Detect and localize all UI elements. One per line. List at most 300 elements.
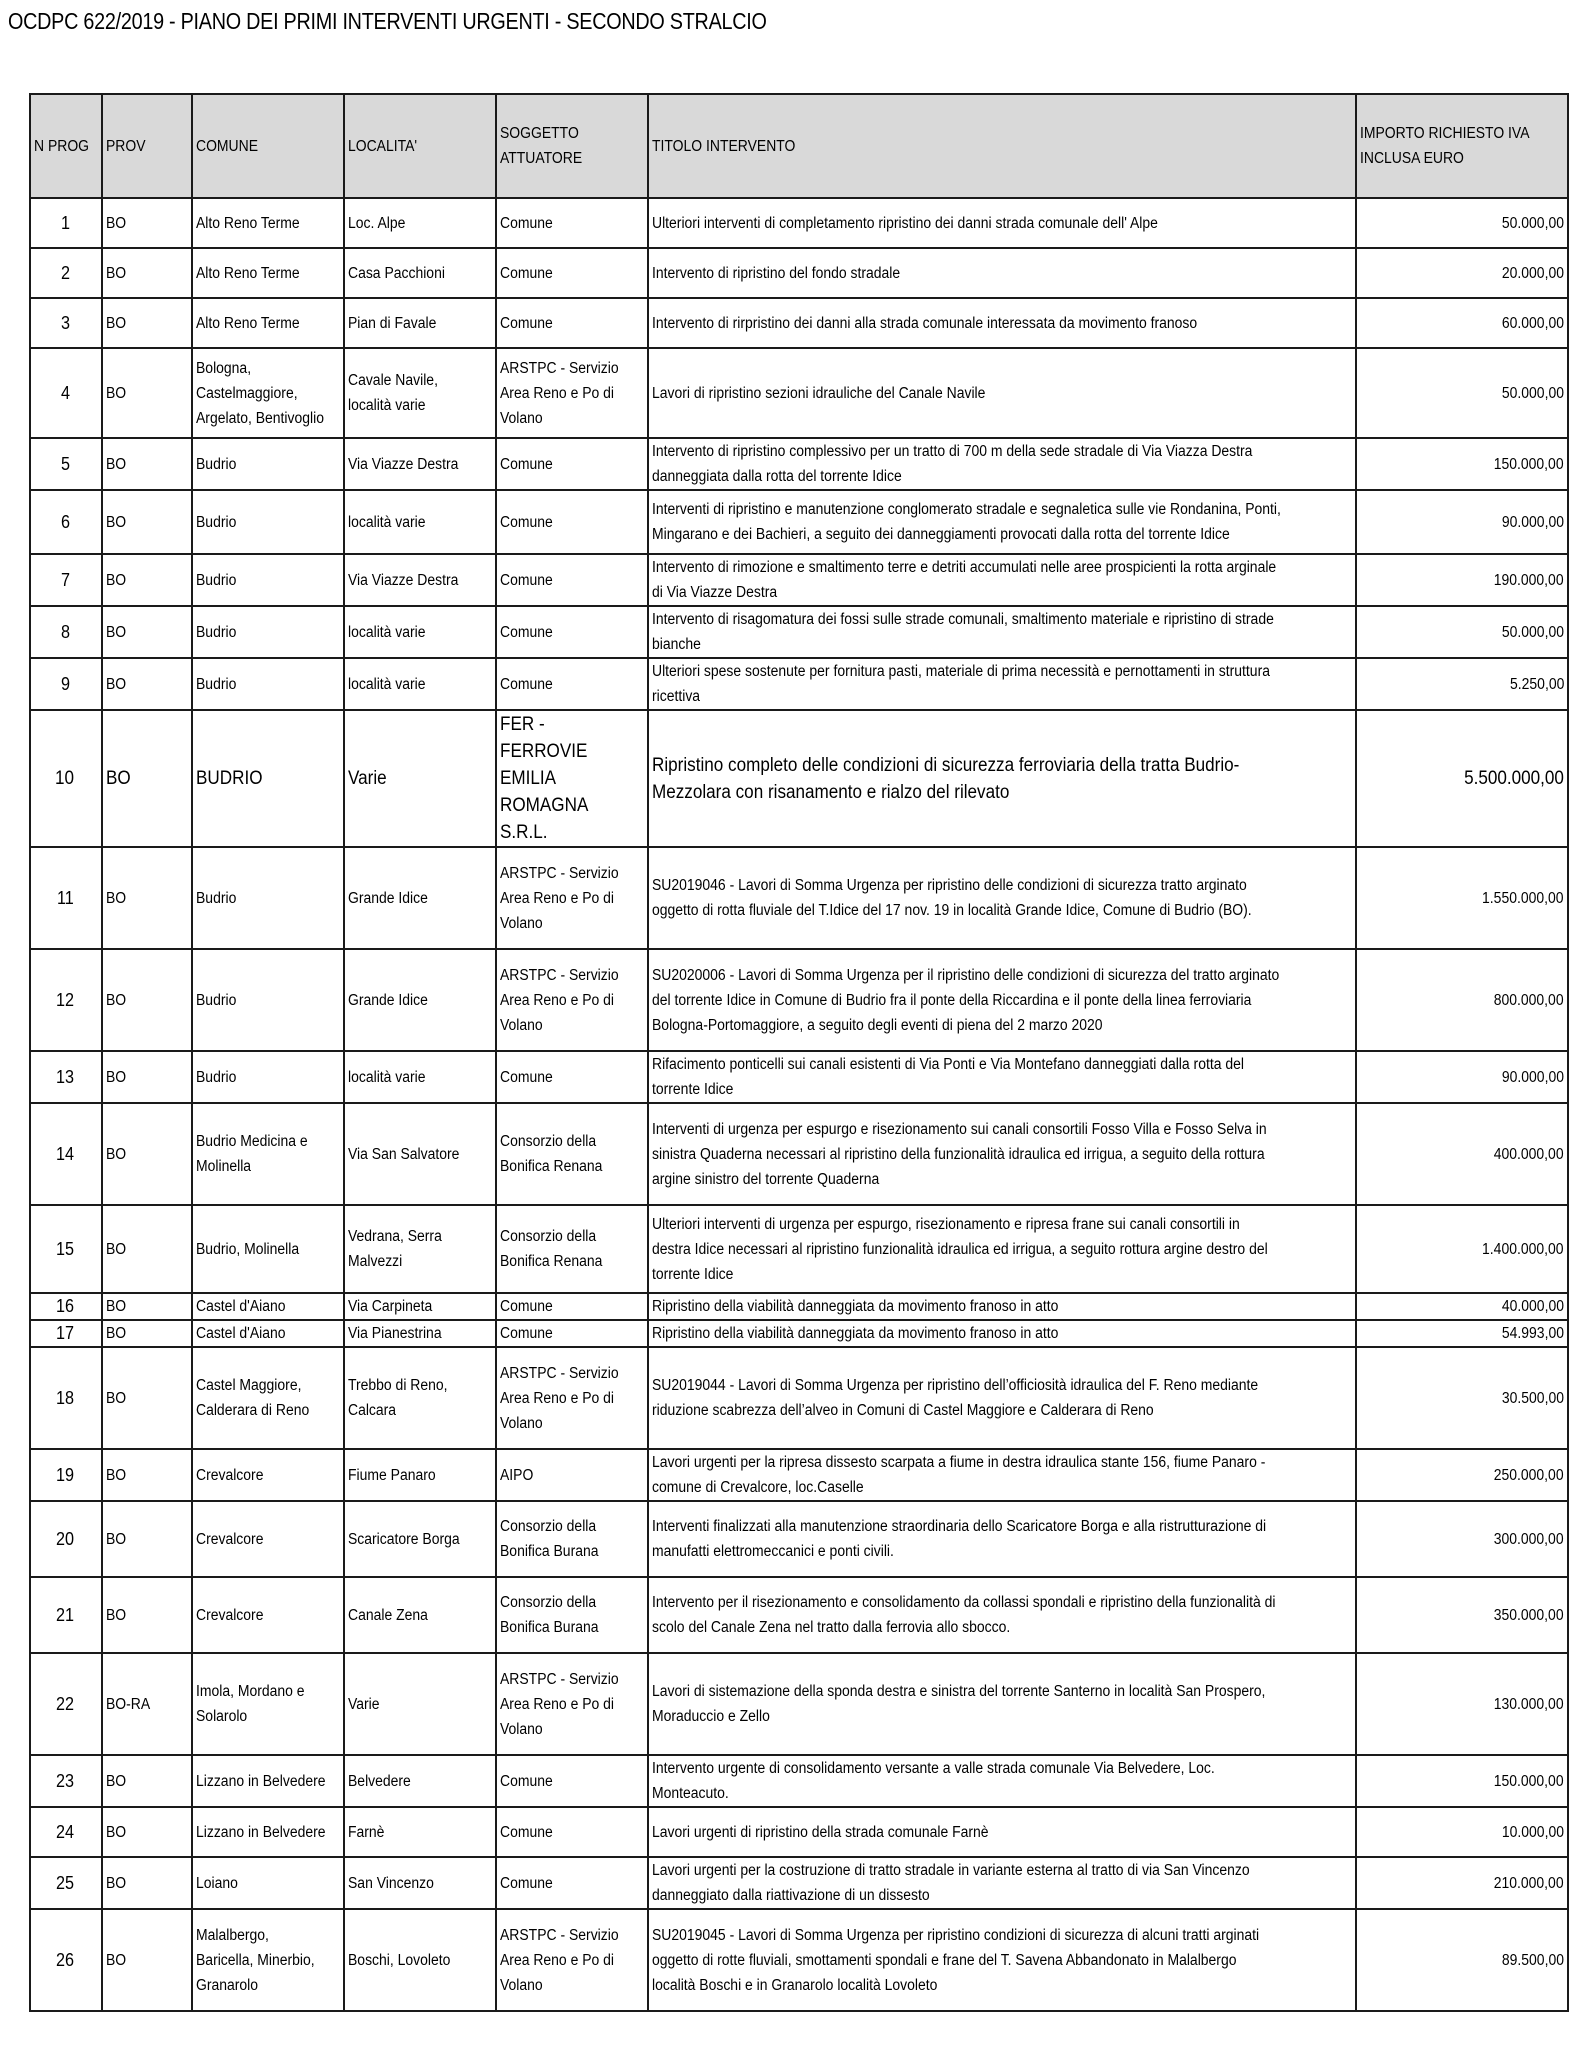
table-row: [30, 1857, 1568, 1909]
cell-importo: [1356, 198, 1568, 248]
table-row: [30, 348, 1568, 438]
cell-soggetto-text: Comune: [500, 1823, 553, 1841]
cell-titolo: [648, 710, 1356, 847]
cell-localita-text: Via Pianestrina: [348, 1325, 442, 1342]
cell-comune: [192, 438, 344, 490]
cell-localita-text: Varie: [348, 1695, 380, 1713]
cell-titolo: [648, 1909, 1356, 2011]
cell-prov: [102, 1653, 192, 1755]
cell-prov: [102, 1807, 192, 1857]
cell-prov: [102, 1103, 192, 1205]
cell-prov: [102, 438, 192, 490]
cell-n-prog-text: 11: [56, 887, 74, 908]
cell-localita-text: Farnè: [348, 1823, 385, 1841]
cell-titolo-text: Interventi di urgenza per espurgo e risezionamento sui canali consortili Fosso Villa e Fosso Selva in sinistra Quaderna necessari al ripristino della funzionalità idraulica ed irrigua, a seguito della rottura argine sinistro del torrente Quaderna: [652, 1120, 1267, 1188]
cell-prov-text: BO-RA: [106, 1695, 151, 1713]
cell-soggetto: [496, 606, 648, 658]
cell-n-prog-text: 15: [55, 1238, 75, 1259]
cell-localita: [344, 348, 496, 438]
cell-localita-text: Belvedere: [348, 1772, 411, 1790]
cell-n-prog: [30, 658, 102, 710]
cell-titolo-text: Ripristino della viabilità danneggiata da movimento franoso in atto: [652, 1298, 1059, 1315]
cell-prov-text: BO: [106, 991, 127, 1009]
cell-importo-text: 40.000,00: [1501, 1298, 1564, 1315]
cell-n-prog-text: 19: [55, 1464, 75, 1485]
cell-prov-text: BO: [106, 1874, 127, 1892]
cell-prov: [102, 658, 192, 710]
cell-importo-text: 90.000,00: [1501, 1068, 1564, 1086]
cell-titolo-text: Lavori di ripristino sezioni idrauliche del Canale Navile: [652, 384, 986, 402]
cell-titolo-text: Lavori urgenti di ripristino della strada comunale Farnè: [652, 1823, 989, 1841]
cell-n-prog-text: 9: [60, 673, 70, 694]
cell-localita: [344, 248, 496, 298]
cell-importo-text: 800.000,00: [1494, 991, 1564, 1009]
cell-soggetto-text: Comune: [500, 623, 553, 641]
cell-prov: [102, 1909, 192, 2011]
table-row: [30, 1347, 1568, 1449]
cell-soggetto-text: Consorzio della Bonifica Burana: [500, 1518, 599, 1560]
cell-soggetto-text: Comune: [500, 1298, 553, 1315]
cell-importo-text: 150.000,00: [1494, 1772, 1564, 1790]
table-row: [30, 847, 1568, 949]
cell-titolo: [648, 1103, 1356, 1205]
cell-localita-text: Scaricatore Borga: [348, 1530, 460, 1548]
cell-titolo: [648, 1347, 1356, 1449]
cell-importo: [1356, 606, 1568, 658]
header-comune: COMUNE: [192, 94, 344, 198]
cell-importo-text: 250.000,00: [1494, 1466, 1564, 1484]
cell-importo-text: 130.000,00: [1494, 1695, 1564, 1713]
cell-titolo-text: Lavori di sistemazione della sponda destra e sinistra del torrente Santerno in località San Prospero, Moraduccio e Zello: [652, 1683, 1266, 1725]
cell-comune-text: Lizzano in Belvedere: [196, 1823, 326, 1841]
interventions-table: [29, 93, 1569, 2012]
cell-comune: [192, 606, 344, 658]
cell-importo-text: 90.000,00: [1501, 513, 1564, 531]
cell-soggetto-text: Comune: [500, 214, 553, 232]
cell-n-prog-text: 13: [55, 1066, 75, 1087]
cell-prov: [102, 1449, 192, 1501]
cell-titolo: [648, 348, 1356, 438]
cell-importo-text: 30.500,00: [1501, 1389, 1564, 1407]
cell-comune-text: Castel d'Aiano: [196, 1325, 286, 1342]
header-n-prog: N PROG: [30, 94, 102, 198]
cell-n-prog-text: 3: [60, 312, 70, 333]
cell-comune-text: Budrio Medicina e Molinella: [196, 1133, 308, 1175]
cell-localita-text: Loc. Alpe: [348, 214, 406, 232]
table-row: [30, 606, 1568, 658]
cell-soggetto-text: Comune: [500, 571, 553, 589]
cell-comune: [192, 1103, 344, 1205]
cell-prov-text: BO: [106, 1145, 127, 1163]
cell-importo: [1356, 1755, 1568, 1807]
table-row: [30, 1051, 1568, 1103]
header-importo: IMPORTO RICHIESTO IVA INCLUSA EURO: [1356, 94, 1568, 198]
cell-localita-text: San Vincenzo: [348, 1874, 434, 1892]
cell-titolo-text: Ripristino della viabilità danneggiata da movimento franoso in atto: [652, 1325, 1059, 1342]
cell-localita: [344, 1449, 496, 1501]
cell-prov: [102, 1857, 192, 1909]
cell-n-prog-text: 6: [60, 511, 70, 532]
cell-importo-text: 1.400.000,00: [1482, 1240, 1564, 1258]
cell-importo-text: 1.550.000,00: [1482, 889, 1564, 907]
cell-prov: [102, 1293, 192, 1320]
cell-prov-text: BO: [106, 889, 127, 907]
cell-titolo: [648, 1051, 1356, 1103]
cell-importo: [1356, 847, 1568, 949]
cell-comune-text: Imola, Mordano e Solarolo: [196, 1683, 305, 1725]
cell-soggetto: [496, 1051, 648, 1103]
cell-localita-text: Boschi, Lovoleto: [348, 1951, 451, 1969]
cell-localita: [344, 658, 496, 710]
table-row: [30, 1909, 1568, 2011]
cell-soggetto-text: AIPO: [500, 1466, 534, 1484]
cell-prov: [102, 1347, 192, 1449]
cell-titolo-text: Ulteriori interventi di urgenza per espurgo, risezionamento e ripresa frane sui canali consortili in destra Idice necessari al ripristino funzionalità idraulica ed irrigua, a seguito rottura argine destro del torrente Idice: [652, 1215, 1268, 1283]
cell-prov-text: BO: [106, 455, 127, 473]
cell-titolo: [648, 1755, 1356, 1807]
cell-soggetto-text: Comune: [500, 314, 553, 332]
cell-comune: [192, 1449, 344, 1501]
cell-prov-text: BO: [106, 214, 127, 232]
cell-localita: [344, 1857, 496, 1909]
cell-comune: [192, 1347, 344, 1449]
cell-localita: [344, 1501, 496, 1577]
cell-soggetto-text: ARSTPC - Servizio Area Reno e Po di Volano: [500, 966, 619, 1034]
cell-localita-text: Via Viazze Destra: [348, 455, 459, 473]
cell-localita-text: Via San Salvatore: [348, 1145, 460, 1163]
cell-n-prog: [30, 248, 102, 298]
table-row: [30, 248, 1568, 298]
cell-titolo: [648, 1320, 1356, 1347]
table-row: [30, 490, 1568, 554]
cell-prov: [102, 1755, 192, 1807]
table-row: [30, 554, 1568, 606]
cell-titolo-text: Intervento urgente di consolidamento versante a valle strada comunale Via Belvedere, Loc. Monteacuto.: [652, 1760, 1215, 1802]
cell-n-prog: [30, 1653, 102, 1755]
cell-importo-text: 10.000,00: [1501, 1823, 1564, 1841]
table-header-row: [30, 94, 1568, 198]
cell-n-prog: [30, 847, 102, 949]
cell-comune-text: Budrio: [196, 889, 237, 907]
cell-comune: [192, 1320, 344, 1347]
cell-titolo: [648, 1653, 1356, 1755]
table-row: [30, 1807, 1568, 1857]
cell-importo-text: 300.000,00: [1494, 1530, 1564, 1548]
cell-soggetto-text: FER - FERROVIE EMILIA ROMAGNA S.R.L.: [500, 714, 588, 843]
cell-soggetto: [496, 1653, 648, 1755]
cell-prov-text: BO: [106, 1298, 127, 1315]
cell-comune: [192, 198, 344, 248]
cell-localita-text: località varie: [348, 675, 426, 693]
cell-comune: [192, 348, 344, 438]
cell-comune: [192, 1051, 344, 1103]
cell-soggetto-text: Comune: [500, 264, 553, 282]
header-prov: PROV: [102, 94, 192, 198]
cell-prov: [102, 606, 192, 658]
cell-soggetto: [496, 554, 648, 606]
cell-importo: [1356, 1293, 1568, 1320]
cell-localita-text: Varie: [348, 768, 387, 789]
table-row: [30, 1320, 1568, 1347]
table-row: [30, 198, 1568, 248]
cell-soggetto-text: Consorzio della Bonifica Burana: [500, 1594, 599, 1636]
cell-prov: [102, 710, 192, 847]
cell-localita: [344, 847, 496, 949]
cell-n-prog: [30, 1909, 102, 2011]
cell-soggetto: [496, 490, 648, 554]
cell-soggetto: [496, 1103, 648, 1205]
table-row: [30, 438, 1568, 490]
cell-localita-text: Vedrana, Serra Malvezzi: [348, 1228, 442, 1270]
cell-importo: [1356, 348, 1568, 438]
cell-comune: [192, 847, 344, 949]
table-row: [30, 1449, 1568, 1501]
cell-localita-text: Canale Zena: [348, 1606, 428, 1624]
cell-n-prog: [30, 1103, 102, 1205]
cell-localita-text: Grande Idice: [348, 889, 428, 907]
header-localita: LOCALITA': [344, 94, 496, 198]
cell-localita: [344, 606, 496, 658]
cell-n-prog-text: 21: [55, 1604, 75, 1625]
cell-titolo-text: Rifacimento ponticelli sui canali esistenti di Via Ponti e Via Montefano danneggiati dalla rotta del torrente Idice: [652, 1056, 1244, 1098]
cell-soggetto: [496, 710, 648, 847]
cell-localita-text: Grande Idice: [348, 991, 428, 1009]
cell-n-prog-text: 17: [55, 1323, 75, 1343]
cell-comune: [192, 1577, 344, 1653]
cell-importo: [1356, 658, 1568, 710]
cell-n-prog: [30, 1857, 102, 1909]
cell-soggetto-text: Comune: [500, 1874, 553, 1892]
cell-localita: [344, 710, 496, 847]
cell-localita: [344, 1320, 496, 1347]
cell-n-prog: [30, 606, 102, 658]
cell-n-prog: [30, 298, 102, 348]
cell-comune: [192, 554, 344, 606]
cell-comune-text: BUDRIO: [196, 768, 263, 789]
cell-n-prog: [30, 198, 102, 248]
cell-titolo: [648, 949, 1356, 1051]
cell-localita: [344, 554, 496, 606]
cell-importo: [1356, 1653, 1568, 1755]
cell-comune-text: Budrio: [196, 455, 237, 473]
cell-comune: [192, 658, 344, 710]
cell-n-prog-text: 23: [55, 1770, 75, 1791]
cell-n-prog: [30, 490, 102, 554]
cell-importo-text: 89.500,00: [1501, 1951, 1564, 1969]
cell-comune-text: Loiano: [196, 1874, 238, 1892]
cell-titolo: [648, 490, 1356, 554]
cell-prov: [102, 198, 192, 248]
header-soggetto: SOGGETTO ATTUATORE: [496, 94, 648, 198]
cell-importo: [1356, 1909, 1568, 2011]
cell-titolo: [648, 1501, 1356, 1577]
cell-prov-text: BO: [106, 1951, 127, 1969]
cell-prov-text: BO: [106, 571, 127, 589]
cell-localita: [344, 198, 496, 248]
cell-prov-text: BO: [106, 1772, 127, 1790]
cell-prov: [102, 949, 192, 1051]
cell-comune: [192, 1807, 344, 1857]
cell-n-prog: [30, 438, 102, 490]
cell-n-prog: [30, 1807, 102, 1857]
cell-soggetto-text: ARSTPC - Servizio Area Reno e Po di Volano: [500, 1364, 619, 1432]
cell-prov: [102, 554, 192, 606]
cell-localita: [344, 1205, 496, 1293]
cell-importo: [1356, 1103, 1568, 1205]
table-row: [30, 1577, 1568, 1653]
cell-localita-text: località varie: [348, 623, 426, 641]
cell-comune: [192, 710, 344, 847]
cell-importo: [1356, 949, 1568, 1051]
cell-n-prog-text: 10: [55, 768, 75, 789]
cell-importo-text: 50.000,00: [1501, 623, 1564, 641]
cell-soggetto: [496, 438, 648, 490]
cell-soggetto: [496, 658, 648, 710]
cell-n-prog-text: 26: [55, 1949, 75, 1970]
cell-localita: [344, 949, 496, 1051]
cell-n-prog: [30, 1449, 102, 1501]
cell-soggetto: [496, 248, 648, 298]
table-row: [30, 1103, 1568, 1205]
cell-comune: [192, 1653, 344, 1755]
cell-soggetto: [496, 1501, 648, 1577]
cell-localita-text: Via Viazze Destra: [348, 571, 459, 589]
cell-n-prog: [30, 1577, 102, 1653]
cell-n-prog: [30, 710, 102, 847]
cell-soggetto-text: Consorzio della Bonifica Renana: [500, 1228, 603, 1270]
cell-importo: [1356, 438, 1568, 490]
cell-prov: [102, 1051, 192, 1103]
cell-importo: [1356, 1501, 1568, 1577]
table-row: [30, 1501, 1568, 1577]
cell-prov-text: BO: [106, 1389, 127, 1407]
cell-comune-text: Crevalcore: [196, 1606, 264, 1624]
cell-localita-text: Casa Pacchioni: [348, 264, 445, 282]
cell-titolo: [648, 1205, 1356, 1293]
cell-soggetto-text: Consorzio della Bonifica Renana: [500, 1133, 603, 1175]
cell-prov: [102, 298, 192, 348]
cell-importo-text: 54.993,00: [1501, 1325, 1564, 1342]
cell-prov: [102, 1205, 192, 1293]
cell-titolo-text: SU2019044 - Lavori di Somma Urgenza per ripristino dell’officiosità idraulica del F. Reno mediante riduzione scabrezza dell’alveo in Comuni di Castel Maggiore e Calderara di Reno: [652, 1377, 1259, 1419]
table-body: [30, 198, 1568, 2011]
cell-localita: [344, 1755, 496, 1807]
cell-importo: [1356, 298, 1568, 348]
cell-n-prog-text: 8: [60, 621, 70, 642]
cell-titolo: [648, 298, 1356, 348]
cell-n-prog-text: 16: [55, 1296, 75, 1316]
cell-n-prog: [30, 1501, 102, 1577]
cell-soggetto: [496, 847, 648, 949]
cell-prov: [102, 1577, 192, 1653]
cell-titolo-text: Intervento per il risezionamento e consolidamento da collassi spondali e ripristino della funzionalità di scolo del Canale Zena nel tratto dalla ferrovia allo sbocco.: [652, 1594, 1276, 1636]
cell-comune: [192, 949, 344, 1051]
cell-importo-text: 350.000,00: [1494, 1606, 1564, 1624]
cell-n-prog-text: 24: [55, 1821, 75, 1842]
cell-n-prog-text: 5: [60, 453, 70, 474]
cell-titolo-text: Interventi di ripristino e manutenzione conglomerato stradale e segnaletica sulle vie Rondanina, Ponti, Mingarano e dei Bachieri, a seguito dei danneggiamenti provocati dalla rotta del torrente Idice: [652, 501, 1281, 543]
cell-titolo-text: Interventi finalizzati alla manutenzione straordinaria dello Scaricatore Borga e alla ristrutturazione di manufatti elettromeccanici e ponti civili.: [652, 1518, 1267, 1560]
cell-soggetto-text: Comune: [500, 513, 553, 531]
cell-titolo-text: Intervento di risagomatura dei fossi sulle strade comunali, smaltimento materiale e ripristino di strade bianche: [652, 611, 1274, 653]
cell-soggetto: [496, 298, 648, 348]
cell-n-prog-text: 2: [60, 262, 70, 283]
cell-importo-text: 60.000,00: [1501, 314, 1564, 332]
cell-n-prog: [30, 1320, 102, 1347]
cell-prov: [102, 1501, 192, 1577]
cell-prov-text: BO: [106, 384, 127, 402]
cell-titolo: [648, 1857, 1356, 1909]
table-row: [30, 710, 1568, 847]
cell-soggetto: [496, 1347, 648, 1449]
cell-n-prog-text: 12: [55, 989, 75, 1010]
cell-comune-text: Crevalcore: [196, 1466, 264, 1484]
table-row: [30, 949, 1568, 1051]
cell-soggetto-text: Comune: [500, 1772, 553, 1790]
cell-importo: [1356, 1807, 1568, 1857]
cell-prov: [102, 490, 192, 554]
cell-titolo: [648, 1293, 1356, 1320]
cell-prov-text: BO: [106, 1068, 127, 1086]
cell-titolo-text: Ulteriori spese sostenute per fornitura pasti, materiale di prima necessità e pernottamenti in struttura ricettiva: [652, 663, 1270, 705]
cell-localita: [344, 298, 496, 348]
cell-localita: [344, 1293, 496, 1320]
cell-localita: [344, 438, 496, 490]
cell-n-prog-text: 25: [55, 1872, 75, 1893]
cell-localita: [344, 1807, 496, 1857]
cell-prov-text: BO: [106, 1325, 127, 1342]
cell-n-prog: [30, 348, 102, 438]
cell-importo: [1356, 1051, 1568, 1103]
cell-comune: [192, 298, 344, 348]
cell-localita-text: Fiume Panaro: [348, 1466, 436, 1484]
cell-localita-text: Cavale Navile, località varie: [348, 372, 438, 414]
table-row: [30, 658, 1568, 710]
cell-comune: [192, 490, 344, 554]
table-row: [30, 1205, 1568, 1293]
cell-localita: [344, 1909, 496, 2011]
cell-importo: [1356, 1577, 1568, 1653]
cell-prov-text: BO: [106, 513, 127, 531]
cell-importo-text: 400.000,00: [1494, 1145, 1564, 1163]
cell-comune: [192, 1501, 344, 1577]
cell-prov-text: BO: [106, 1823, 127, 1841]
cell-comune: [192, 1293, 344, 1320]
cell-prov: [102, 847, 192, 949]
cell-titolo-text: Intervento di ripristino complessivo per un tratto di 700 m della sede stradale di Via Viazza Destra danneggiata dalla rotta del torrente Idice: [652, 443, 1253, 485]
cell-importo: [1356, 490, 1568, 554]
cell-comune-text: Castel d'Aiano: [196, 1298, 286, 1315]
cell-comune-text: Budrio: [196, 675, 237, 693]
page-title: OCDPC 622/2019 - PIANO DEI PRIMI INTERVENTI URGENTI - SECONDO STRALCIO: [8, 8, 767, 34]
cell-soggetto: [496, 198, 648, 248]
cell-comune-text: Budrio, Molinella: [196, 1240, 300, 1258]
cell-comune-text: Alto Reno Terme: [196, 264, 300, 282]
cell-titolo: [648, 554, 1356, 606]
cell-prov: [102, 1320, 192, 1347]
cell-importo: [1356, 1347, 1568, 1449]
cell-n-prog: [30, 1205, 102, 1293]
cell-n-prog: [30, 554, 102, 606]
cell-titolo-text: Intervento di rimozione e smaltimento terre e detriti accumulati nelle aree prospicienti la rotta arginale di Via Viazze Destra: [652, 559, 1277, 601]
cell-localita: [344, 1577, 496, 1653]
cell-localita-text: Trebbo di Reno, Calcara: [348, 1377, 448, 1419]
cell-n-prog: [30, 1293, 102, 1320]
table-row: [30, 1653, 1568, 1755]
cell-importo: [1356, 1205, 1568, 1293]
table-row: [30, 1293, 1568, 1320]
cell-importo: [1356, 710, 1568, 847]
